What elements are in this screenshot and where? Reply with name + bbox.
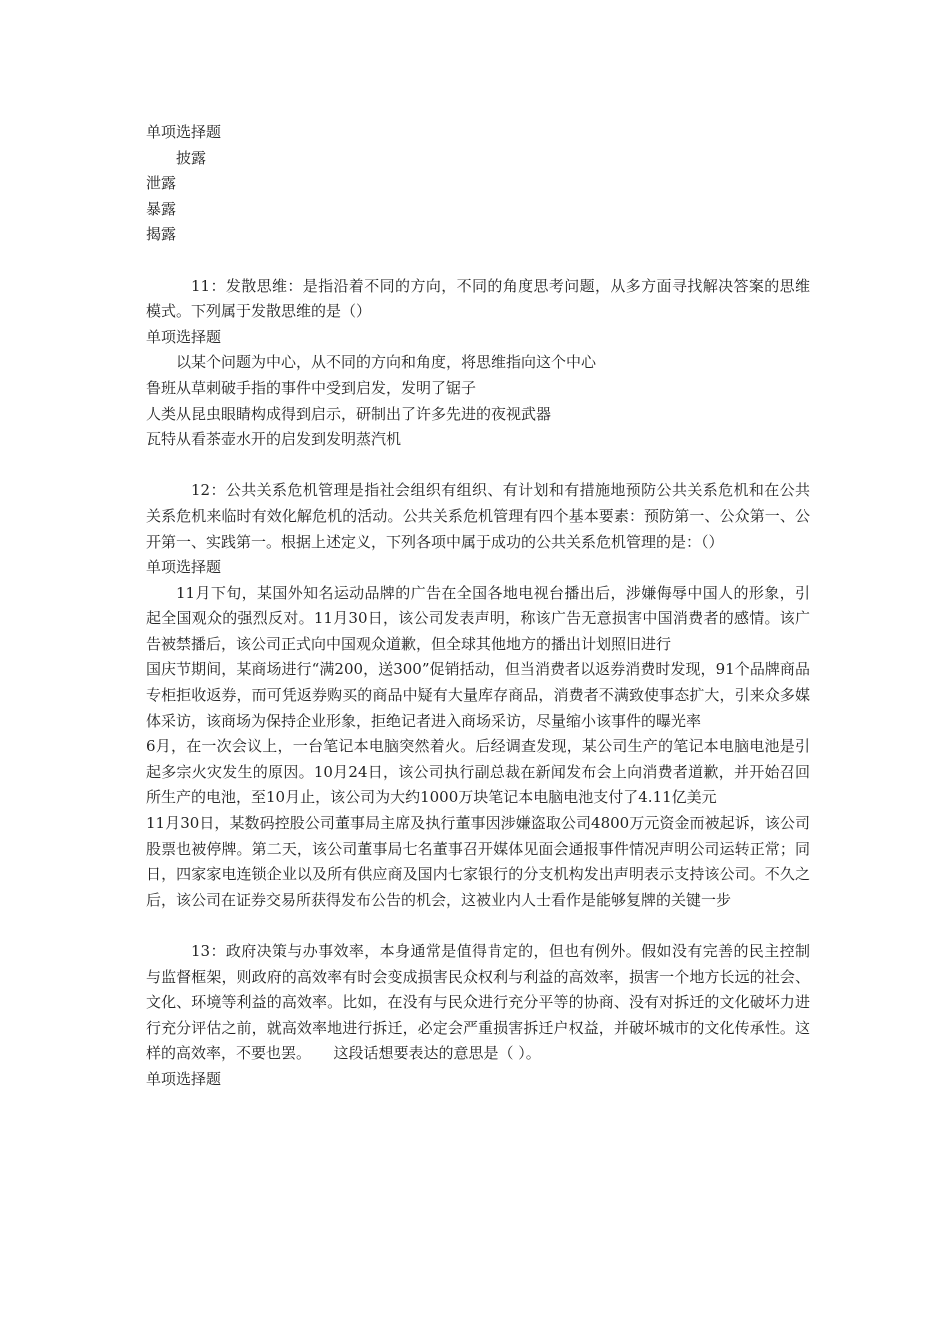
option-a: 以某个问题为中心，从不同的方向和角度，将思维指向这个中心 (176, 353, 597, 372)
option-d: 11月30日，某数码控股公司董事局主席及执行董事因涉嫌盗取公司4800万元资金而被起诉，该公司股票也被停牌。第二天，该公司董事局七名董事召开媒体见面会通报事件情况声明公司运转正常；同日，四家家电连锁企业以及所有供应商及国内七家银行的分支机构发出声明表示支持该公司。不久之后，该公司在证券交易所获得发布公告的机会，这被业内人士看作是能够复牌的关键一步 (146, 814, 810, 909)
option-c: 暴露 (146, 199, 177, 218)
question-stem: 12：公共关系危机管理是指社会组织有组织、有计划和有措施地预防公共关系危机和在公共关系危机来临时有效化解危机的活动。公共关系危机管理有四个基本要素：预防第一、公众第一、公开第一、实践第一。根据上述定义，下列各项中属于成功的公共关系危机管理的是：（） (146, 481, 810, 551)
option-b: 鲁班从草刺破手指的事件中受到启发，发明了锯子 (146, 378, 477, 397)
question-type-label: 单项选择题 (146, 327, 222, 346)
question-stem: 13：政府决策与办事效率，本身通常是值得肯定的，但也有例外。假如没有完善的民主控制与监督框架，则政府的高效率有时会变成损害民众权利与利益的高效率，损害一个地方长远的社会、文化、环境等利益的高效率。比如，在没有与民众进行充分平等的协商、没有对拆迁的文化破坏力进行充分评估之前，就高效率地进行拆迁，必定会严重损害拆迁户权益，并破坏城市的文化传承性。这样的高效率，不要也罢。 这段话想要表达的意思是（ ）。 (146, 942, 810, 1063)
option-b: 国庆节期间，某商场进行“满200，送300”促销括动，但当消费者以返券消费时发现，91个品牌商品专柜拒收返券，而可凭返券购买的商品中疑有大量库存商品，消费者不满致使事态扩大，引来众多媒体采访，该商场为保持企业形象，拒绝记者进入商场采访，尽量缩小该事件的曝光率 (146, 660, 810, 730)
question-stem: 11：发散思维：是指沿着不同的方向，不同的角度思考问题，从多方面寻找解决答案的思维模式。下列属于发散思维的是（） (146, 276, 810, 321)
option-a: 11月下旬，某国外知名运动品牌的广告在全国各地电视台播出后，涉嫌侮辱中国人的形象，引起全国观众的强烈反对。11月30日，该公司发表声明，称该广告无意损害中国消费者的感情。该广告被禁播后，该公司正式向中国观众道歉，但全球其他地方的播出计划照旧进行 (146, 583, 810, 653)
option-d: 揭露 (146, 225, 177, 244)
option-a: 披露 (176, 148, 207, 167)
question-type-label: 单项选择题 (146, 123, 222, 141)
option-c: 6月，在一次会议上，一台笔记本电脑突然着火。后经调查发现，某公司生产的笔记本电脑电池是引起多宗火灾发生的原因。10月24日，该公司执行副总裁在新闻发布会上向消费者道歉，并开始召回所生产的电池，至10月止，该公司为大约1000万块笔记本电脑电池支付了4.11亿美元 (146, 737, 810, 807)
question-type-label: 单项选择题 (146, 1069, 222, 1088)
option-d: 瓦特从看茶壶水开的启发到发明蒸汽机 (146, 430, 402, 449)
option-c: 人类从昆虫眼睛构成得到启示，研制出了许多先进的夜视武器 (146, 404, 552, 423)
option-b: 泄露 (146, 174, 177, 193)
document-page (146, 120, 810, 1093)
question-type-label: 单项选择题 (146, 558, 222, 577)
